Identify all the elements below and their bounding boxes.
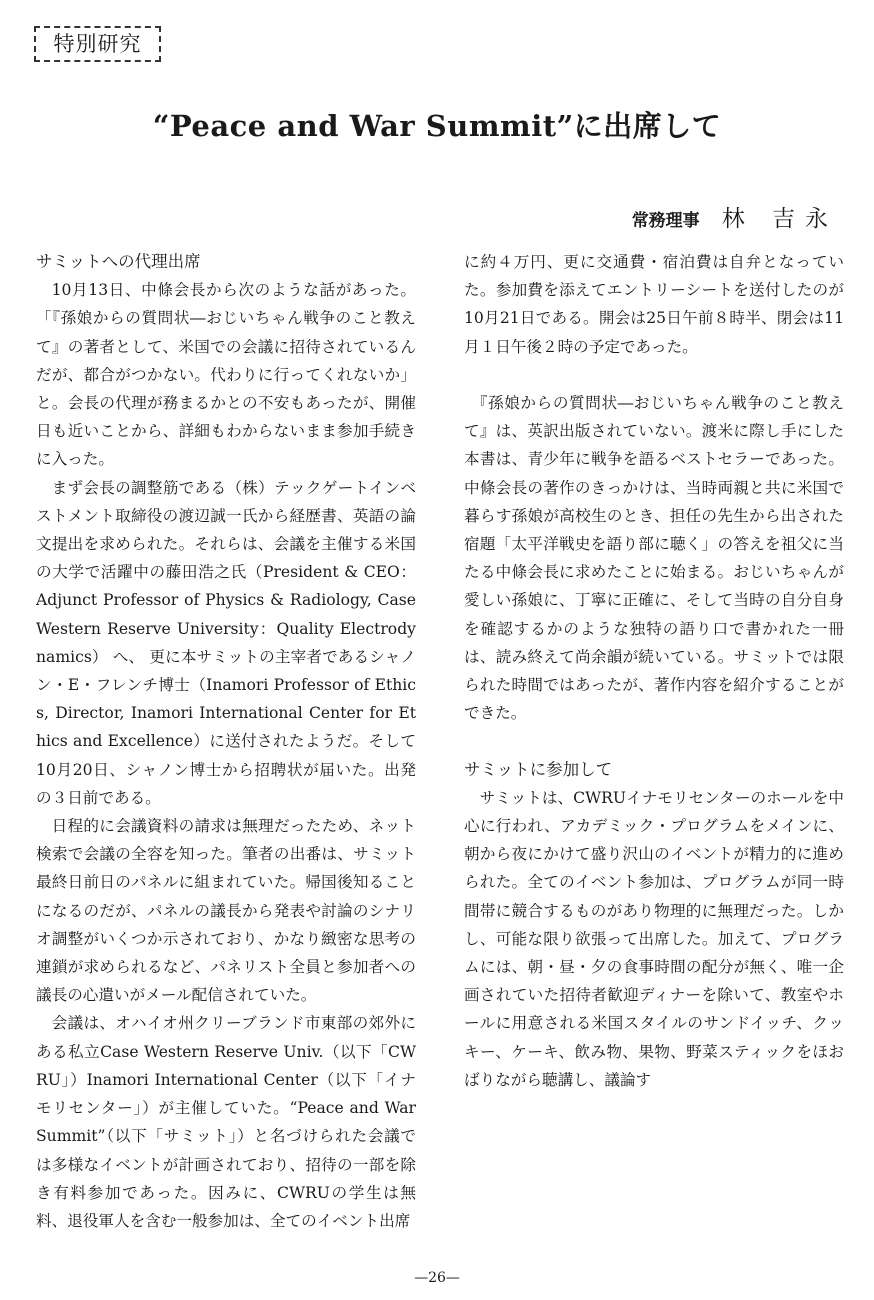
section-tag: 特別研究 xyxy=(34,26,161,62)
paragraph: に約４万円、更に交通費・宿泊費は自弁となっていた。参加費を添えてエントリーシートを送付したのが10月21日である。開会は25日午前８時半、閉会は11月１日午後２時の予定であった。 xyxy=(464,253,844,356)
page-number: —26— xyxy=(414,1270,460,1286)
paragraph: まず会長の調整筋である（株）テックゲートインベストメント取締役の渡辺誠一氏から経歴書、英語の論文提出を求められた。それらは、会議を主催する米国の大学で活躍中の藤田浩之氏（President & CEO：Adjunct Professor of Physics & Radiology, Case Western Reserve University：Quality Electrodynamics） へ、 更に本サミットの主宰者であるシャノン・E・フレンチ博士（Inamori Professor of Ethics, Director, Inamori International Center for Ethics and Excellence）に送付されたようだ。そして10月20日、シャノン博士から招聘状が届いた。出発の３日前である。 xyxy=(36,478,416,807)
author-role: 常務理事 xyxy=(631,211,700,231)
paragraph: サミットは、CWRUイナモリセンターのホールを中心に行われ、アカデミック・プログラムをメインに、朝から夜にかけて盛り沢山のイベントが精力的に進められた。全てのイベント参加は、プログラムが同一時間帯に競合するものがあり物理的に無理だった。しかし、可能な限り欲張って出席した。加えて、プログラムには、朝・昼・夕の食事時間の配分が無く、唯一企画されていた招待者歓迎ディナーを除いて、教室やホールに用意される米国スタイルのサンドイッチ、クッキー、ケーキ、飲み物、果物、野菜スティックをほおばりながら聴講し、議論す xyxy=(464,788,844,1089)
author-name: 林 吉永 xyxy=(721,206,838,232)
article-title: “Peace and War Summit”に出席して xyxy=(152,109,722,143)
author-line xyxy=(632,200,838,233)
right-column xyxy=(464,248,844,1258)
paragraph: 『孫娘からの質問状―おじいちゃん戦争のこと教えて』は、英訳出版されていない。渡米に際し手にした本書は、青少年に戦争を語るベストセラーであった。中條会長の著作のきっかけは、当時両親と共に米国で暮らす孫娘が高校生のとき、担任の先生から出された宿題「太平洋戦史を語り部に聴く」の答えを祖父に当たる中條会長に求めたことに始まる。おじいちゃんが愛しい孫娘に、丁寧に正確に、そして当時の自分自身を確認するかのような独特の語り口で書かれた一冊は、読み終えて尚余韻が続いている。サミットでは限られた時間ではあったが、著作内容を紹介することができた。 xyxy=(464,394,844,723)
section-heading: サミットへの代理出席 xyxy=(36,252,201,271)
paragraph: 会議は、オハイオ州クリーブランド市東部の郊外にある私立Case Western Reserve Univ.（以下「CWRU」）Inamori International Center（以下「イナモリセンター」）が主催していた。“Peace and War Summit”（以下「サミット」）と名づけられた会議では多様なイベントが計画されており、招待の一部を除き有料参加であった。因みに、CWRUの学生は無料、退役軍人を含む一般参加は、全てのイベント出席 xyxy=(36,1014,416,1230)
paragraph: 10月13日、中條会長から次のような話があった。「『孫娘からの質問状―おじいちゃん戦争のこと教えて』の著者として、米国での会議に招待されているんだが、都合がつかない。代わりに行ってくれないか」と。会長の代理が務まるかとの不安もあったが、開催日も近いことから、詳細もわからないまま参加手続きに入った。 xyxy=(36,281,416,469)
left-column xyxy=(36,248,416,1258)
paragraph: 日程的に会議資料の請求は無理だったため、ネット検索で会議の全容を知った。筆者の出番は、サミット最終日前日のパネルに組まれていた。帰国後知ることになるのだが、パネルの議長から発表や討論のシナリオ調整がいくつか示されており、かなり緻密な思考の連鎖が求められるなど、パネリスト全員と参加者への議長の心遣いがメール配信されていた。 xyxy=(36,817,416,1005)
section-heading: サミットに参加して xyxy=(464,759,613,779)
